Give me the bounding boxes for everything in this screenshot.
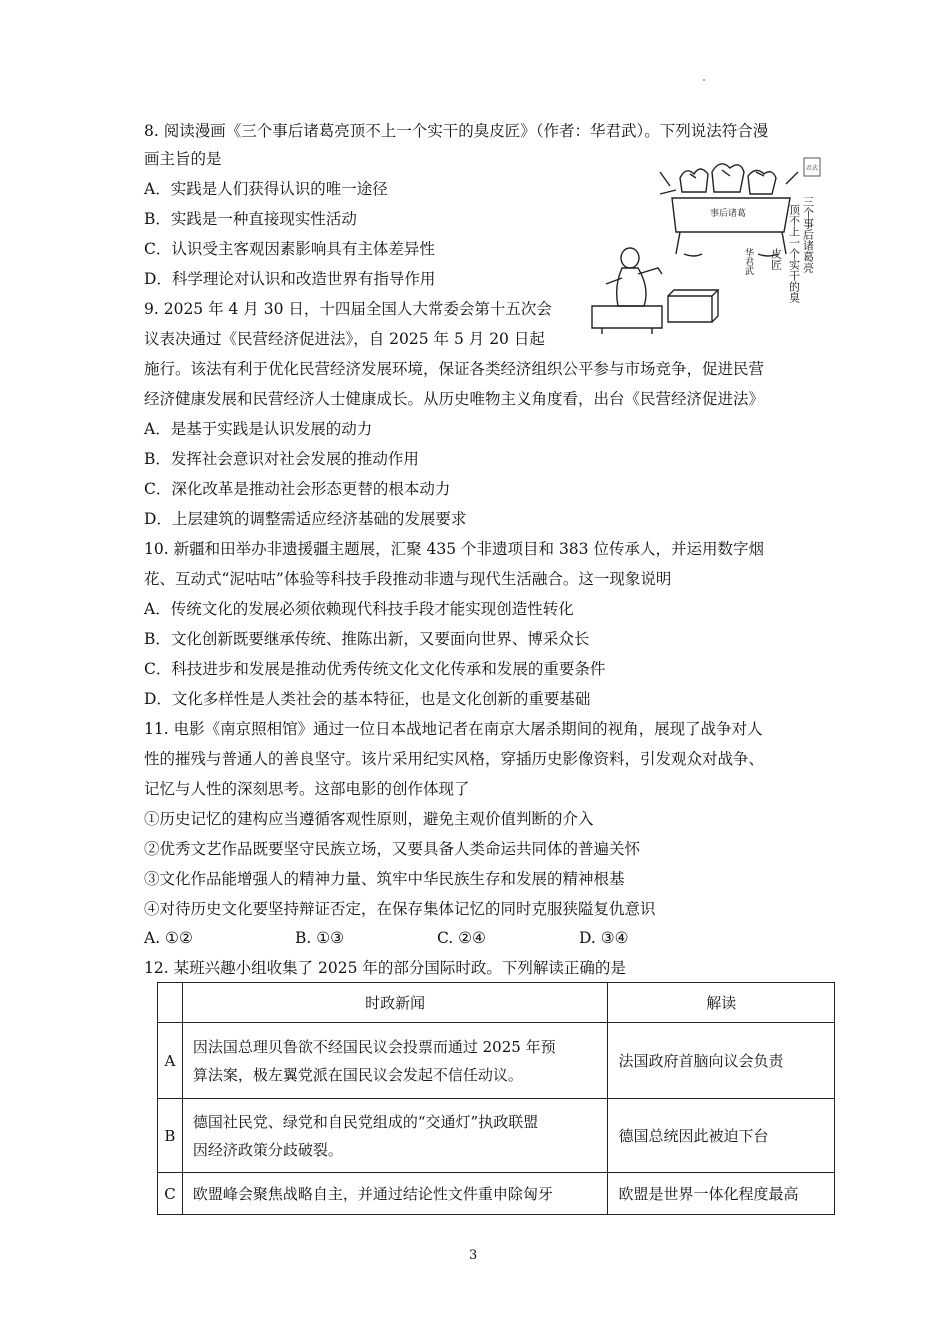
q11-option-d: D. ③④	[579, 929, 629, 947]
q8-stem-line2: 画主旨的是	[144, 150, 222, 168]
q10-option-b: B．文化创新既要继承传统、推陈出新，又要面向世界、博采众长	[144, 630, 590, 648]
cartoon-table-text: 事后诸葛	[710, 209, 747, 219]
q10-option-a: A．传统文化的发展必须依赖现代科技手段才能实现创造性转化	[144, 600, 574, 618]
cartoon-caption-1: 三个事后诸葛亮	[801, 196, 815, 273]
worker-bench	[592, 306, 662, 328]
worker-body	[617, 268, 646, 306]
q9-option-d: D．上层建筑的调整需适应经济基础的发展要求	[144, 510, 467, 528]
worker-head	[621, 248, 639, 268]
row-news	[182, 1099, 608, 1173]
q8-option-c: C．认识受主客观因素影响具有主体差异性	[144, 240, 435, 258]
q11-line1: 11. 电影《南京照相馆》通过一位日本战地记者在南京大屠杀期间的视角，展现了战争对人	[144, 720, 763, 738]
row-news	[182, 1173, 608, 1215]
q11-statement-2: ②优秀文艺作品既要坚守民族立场，又要具备人类命运共同体的普遍关怀	[144, 840, 641, 858]
q11-option-c: C. ②④	[437, 929, 486, 947]
row-key: A	[158, 1023, 183, 1099]
q11-option-a: A. ①②	[144, 929, 193, 947]
row-news-line1: 因法国总理贝鲁欲不经国民议会投票而通过 2025 年预	[192, 1037, 556, 1056]
cartoon-illustration	[572, 156, 822, 336]
row-key: B	[158, 1099, 183, 1173]
row-interp: 法国政府首脑向议会负责	[608, 1023, 835, 1099]
cartoon-seal-text: 君武	[806, 165, 819, 172]
row-key: C	[158, 1173, 183, 1215]
figure-1	[680, 169, 708, 192]
q9-line4: 经济健康发展和民营经济人士健康成长。从历史唯物主义角度看，出台《民营经济促进法》	[144, 390, 765, 408]
q8-option-b: B．实践是一种直接现实性活动	[144, 210, 357, 228]
scan-speck	[703, 79, 705, 81]
figure-2	[712, 164, 744, 192]
cartoon-caption-2: 顶不上一个实干的臭	[787, 204, 801, 303]
row-news-line1: 欧盟峰会聚焦战略自主，并通过结论性文件重申除匈牙	[192, 1184, 553, 1203]
figure-3	[748, 170, 776, 194]
table-header-interp: 解读	[608, 983, 835, 1023]
q8-stem-line1: 8. 阅读漫画《三个事后诸葛亮顶不上一个实干的臭皮匠》（作者：华君武）。下列说法符合漫	[144, 122, 769, 140]
q8-option-a: A．实践是人们获得认识的唯一途径	[144, 180, 388, 198]
q9-line2: 议表决通过《民营经济促进法》，自 2025 年 5 月 20 日起	[144, 330, 545, 348]
q9-line3: 施行。该法有利于优化民营经济发展环境，保证各类经济组织公平参与市场竞争，促进民营	[144, 360, 765, 378]
q11-option-b: B. ①③	[295, 929, 345, 947]
table-row	[158, 1099, 835, 1173]
table-header-row	[158, 983, 835, 1023]
q11-statement-1: ①历史记忆的建构应当遵循客观性原则，避免主观价值判断的介入	[144, 810, 594, 828]
row-news-line2: 因经济政策分歧破裂。	[192, 1140, 343, 1159]
q10-option-c: C．科技进步和发展是推动优秀传统文化文化传承和发展的重要条件	[144, 660, 606, 678]
q8-option-d: D．科学理论对认识和改造世界有指导作用	[144, 270, 436, 288]
q12-table	[157, 982, 835, 1215]
row-news-line1: 德国社民党、绿党和自民党组成的“交通灯”执政联盟	[192, 1112, 539, 1131]
table-header-news: 时政新闻	[182, 983, 608, 1023]
row-news	[182, 1023, 608, 1099]
row-interp: 欧盟是世界一体化程度最高	[608, 1173, 835, 1215]
q9-option-b: B．发挥社会意识对社会发展的推动作用	[144, 450, 419, 468]
q10-line2: 花、互动式“泥咕咕”体验等科技手段推动非遗与现代生活融合。这一现象说明	[144, 570, 672, 588]
row-news-line2: 算法案，极左翼党派在国民议会发起不信任动议。	[192, 1065, 523, 1084]
table-row	[158, 1173, 835, 1215]
cartoon-box	[668, 290, 718, 322]
table-header-key	[158, 983, 183, 1023]
q9-option-c: C．深化改革是推动社会形态更替的根本动力	[144, 480, 451, 498]
q10-option-d: D．文化多样性是人类社会的基本特征，也是文化创新的重要基础	[144, 690, 591, 708]
q9-option-a: A．是基于实践是认识发展的动力	[144, 420, 373, 438]
q11-line2: 性的摧残与普通人的善良坚守。该片采用纪实风格，穿插历史影像资料，引发观众对战争、	[144, 750, 765, 768]
q11-statement-4: ④对待历史文化要坚持辩证否定，在保存集体记忆的同时克服狭隘复仇意识	[144, 900, 656, 918]
q9-line1: 9. 2025 年 4 月 30 日，十四届全国人大常委会第十五次会	[144, 300, 552, 318]
q10-line1: 10. 新疆和田举办非遗援疆主题展，汇聚 435 个非遗项目和 383 位传承人，并运用数字烟	[144, 540, 764, 558]
q12-stem: 12. 某班兴趣小组收集了 2025 年的部分国际时政。下列解读正确的是	[144, 959, 626, 977]
q11-line3: 记忆与人性的深刻思考。这部电影的创作体现了	[144, 780, 470, 798]
page-number: 3	[469, 1248, 478, 1263]
cartoon-caption-3: 皮匠	[769, 248, 783, 270]
q11-statement-3: ③文化作品能增强人的精神力量、筑牢中华民族生存和发展的精神根基	[144, 870, 625, 888]
table-row	[158, 1023, 835, 1099]
cartoon-signature: 华君武	[743, 248, 753, 275]
row-interp: 德国总统因此被迫下台	[608, 1099, 835, 1173]
